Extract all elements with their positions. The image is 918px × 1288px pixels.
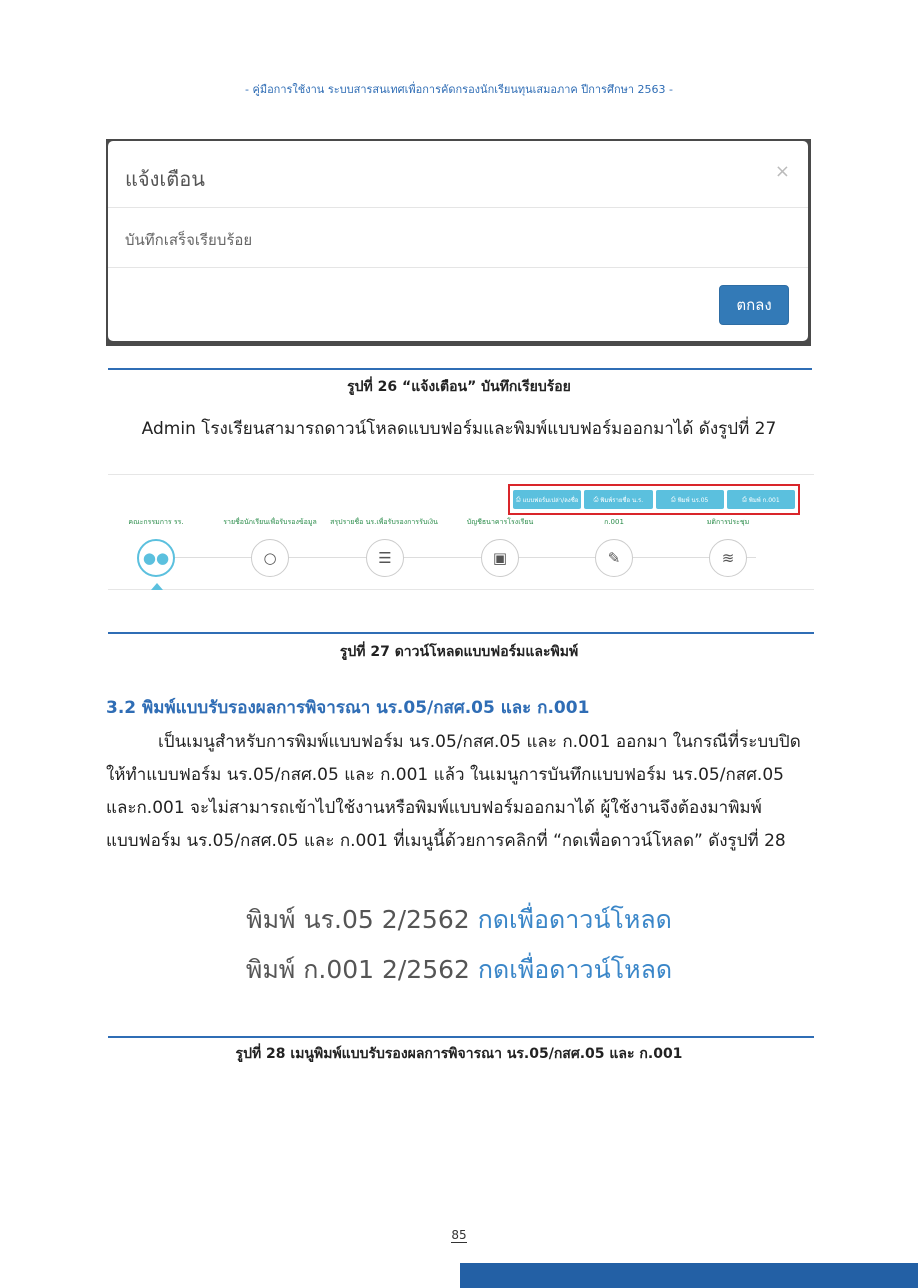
step-labels xyxy=(108,517,814,529)
alert-dialog xyxy=(108,141,808,341)
print-icon: ⎙ xyxy=(593,495,599,503)
ok-button[interactable]: ตกลง xyxy=(719,285,789,325)
caption-rule xyxy=(108,1036,814,1038)
print-icon: ⎙ xyxy=(670,495,676,503)
running-header: - คู่มือการใช้งาน ระบบสารสนเทศเพื่อการคัดกรองนักเรียนทุนเสมอภาค ปีการศึกษา 2563 - xyxy=(245,83,673,96)
users-icon[interactable]: ●● xyxy=(137,539,175,577)
step-label-student-list: รายชื่อนักเรียนเพื่อรับรองข้อมูล xyxy=(223,518,317,526)
print-icon: ⎙ xyxy=(742,495,747,503)
body-line: เป็นเมนูสำหรับการพิมพ์แบบฟอร์ม นร.05/กสศ.05 และ ก.001 ออกมา ในกรณีที่ระบบปิด xyxy=(158,732,801,752)
body-line: แบบฟอร์ม นร.05/กสศ.05 และ ก.001 ที่เมนูนี้ด้วยการคลิกที่ “กดเพื่อดาวน์โหลด” ดังรูปที่ 28 xyxy=(106,831,786,851)
dialog-body xyxy=(108,208,808,268)
active-step-pointer xyxy=(151,583,163,590)
step-label-bank: บัญชีธนาคารโรงเรียน xyxy=(466,518,534,526)
intro-paragraph: Admin โรงเรียนสามารถดาวน์โหลดแบบฟอร์มและพิมพ์แบบฟอร์มออกมาได้ ดังรูปที่ 27 xyxy=(141,419,777,439)
blank-form-button[interactable]: ⎙ แบบฟอร์มเปล่า/ลงชื่อ xyxy=(513,490,581,509)
print-nr05-button[interactable]: ⎙ พิมพ์ นร.05 xyxy=(656,490,724,509)
print-student-list-button[interactable]: ⎙ พิมพ์รายชื่อ น.ร. xyxy=(584,490,652,509)
step-label-summary: สรุปรายชื่อ นร.เพื่อรับรองการรับเงิน xyxy=(330,518,438,526)
money-icon[interactable]: ▣ xyxy=(481,539,519,577)
download-k001-link[interactable]: กดเพื่อดาวน์โหลด xyxy=(477,955,673,984)
caption-rule xyxy=(108,632,814,634)
close-icon[interactable]: × xyxy=(774,161,790,182)
step-label-k001: ก.001 xyxy=(604,518,624,526)
handshake-icon[interactable]: ≋ xyxy=(709,539,747,577)
section-heading: 3.2 พิมพ์แบบรับรองผลการพิจารณา นร.05/กสศ.05 และ ก.001 xyxy=(106,698,590,718)
pencil-icon[interactable]: ✎ xyxy=(595,539,633,577)
body-line: และก.001 จะไม่สามารถเข้าไปใช้งานหรือพิมพ์แบบฟอร์มออกมาได้ ผู้ใช้งานจึงต้องมาพิมพ์ xyxy=(106,798,762,818)
download-button-group xyxy=(508,484,800,515)
step-connector xyxy=(156,557,756,558)
figure-27-screenshot xyxy=(108,474,814,590)
figure-27-caption: รูปที่ 27 ดาวน์โหลดแบบฟอร์มและพิมพ์ xyxy=(339,644,579,660)
download-nr05-link[interactable]: กดเพื่อดาวน์โหลด xyxy=(477,905,672,934)
dialog-title: แจ้งเตือน xyxy=(125,167,205,191)
print-k001-button[interactable]: ⎙ พิมพ์ ก.001 xyxy=(727,490,795,509)
body-line: ให้ทำแบบฟอร์ม นร.05/กสศ.05 และ ก.001 แล้ว ในเมนูการบันทึกแบบฟอร์ม นร.05/กสศ.05 xyxy=(106,765,784,785)
figure-26-caption: รูปที่ 26 “แจ้งเตือน” บันทึกเรียบร้อย xyxy=(347,379,571,395)
print-nr05-label: พิมพ์ นร.05 2/2562 xyxy=(246,905,478,934)
list-icon[interactable]: ☰ xyxy=(366,539,404,577)
print-k001-row xyxy=(0,950,918,990)
step-label-committee: คณะกรรมการ รร. xyxy=(128,518,184,526)
figure-28-caption: รูปที่ 28 เมนูพิมพ์แบบรับรองผลการพิจารณา นร.05/กสศ.05 และ ก.001 xyxy=(235,1046,683,1062)
figure-26-screenshot xyxy=(106,139,811,346)
footer-bar xyxy=(460,1263,918,1288)
page-number: 85 xyxy=(451,1228,467,1242)
step-label-resolution: มติการประชุม xyxy=(706,518,750,526)
print-nr05-row xyxy=(0,900,918,940)
user-icon[interactable]: ○ xyxy=(251,539,289,577)
print-icon: ⎙ xyxy=(515,495,521,503)
dialog-message: บันทึกเสร็จเรียบร้อย xyxy=(125,231,253,249)
dialog-header xyxy=(108,141,808,208)
caption-rule xyxy=(108,368,812,370)
print-k001-label: พิมพ์ ก.001 2/2562 xyxy=(245,955,478,984)
